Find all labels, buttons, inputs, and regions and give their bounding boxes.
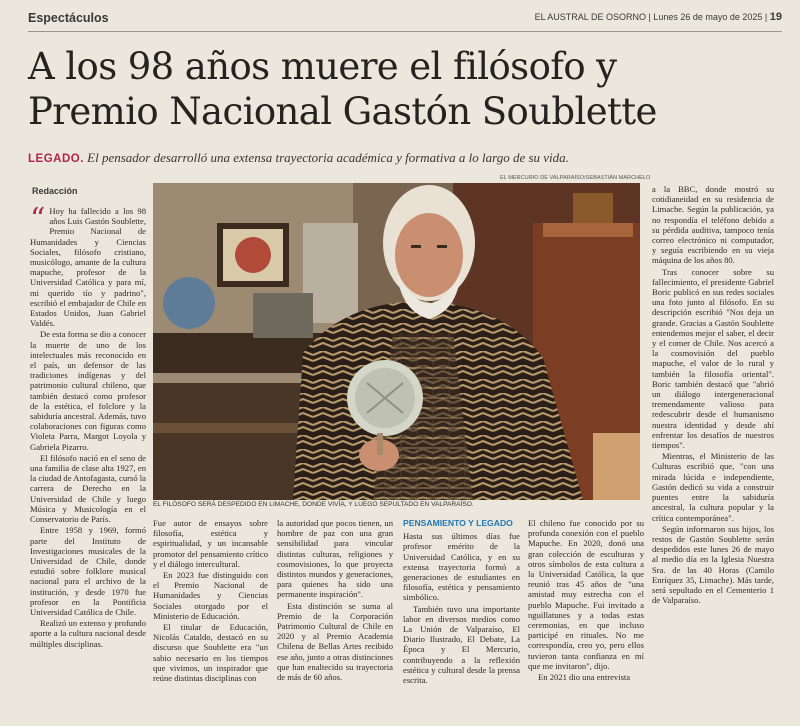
portrait-illustration: [153, 183, 640, 500]
headline-line-1: A los 98 años muere el filósofo y: [28, 45, 617, 88]
paragraph: Hoy ha fallecido a los 98 años Luis Gastón Soublette, Premio Nacional de Humanidades y Ciencias Sociales, filósofo cristiano, musicólogo, amante de la cultura mapuche, profesor de la Universidad Católica y para mí, mi querido tío y padrino", escribió el embajador de Chile en Estados Unidos, Juan Gabriel Valdés.: [30, 206, 146, 329]
paragraph: Esta distinción se suma al Premio de la Corporación Patrimonio Cultural de Chile en 2020 y al Premio Academia Chilena de Bellas Artes recibido ese año, junto a otras distinciones que han enaltecido su trayectoria de más de 60 años.: [277, 600, 393, 683]
paragraph: la autoridad que pocos tienen, un hombre de paz con una gran sensibilidad para vincular distintas culturas, religiones y cosmovisiones, lo que proyecta distintos mundos y generaciones, para quienes ha sido una permanente inspiración".: [277, 518, 393, 600]
column-1: [30, 206, 146, 722]
paragraph: Mientras, el Ministerio de las Culturas escribió que, "con una mirada lúcida e independiente, Gastón dedicó su vida a construir puentes entre la sabiduría ancestral, la cultura popular y la crítica contemporánea".: [652, 451, 774, 523]
paragraph: En 2021 dio una entrevista: [538, 672, 631, 683]
column-3: [277, 518, 393, 722]
paragraph: El filósofo nació en el seno de una familia de clase alta 1927, en la ciudad de Antofagasta, cursó la carrera de Derecho en la Universidad de Chile y luego Música y Musicología en el Conservatorio de París.: [30, 452, 146, 525]
page-header: [28, 8, 782, 32]
paragraph: Realizó un extenso y profundo aporte a la cultura nacional desde múltiples disciplinas.: [30, 618, 146, 649]
photo-caption: EL FILÓSOFO SERÁ DESPEDIDO EN LIMACHE, DONDE VIVÍA, Y LUEGO SEPULTADO EN VALPARAÍSO.: [153, 501, 474, 508]
masthead: [535, 11, 782, 23]
paragraph: El chileno fue conocido por su profunda conexión con el pueblo Mapuche. En 2020, donó una gran colección de esculturas y otros símbolos de esta cultura a la Universidad Católica, la que reunió tras 45 años de "una amistad muy estrecha con el pueblo Mapuche. Fui invitado a nguillatunes y a todas estas ceremonias, en que incluso participé en rituales. No me correspondía, creo yo, pero ellos tuvieron tanta confianza en mí que me invitaron", dijo.: [528, 518, 644, 671]
paragraph: Según informaron sus hijos, los restos de Gastón Soublette serán despedidos este lunes 26 de mayo al medio día en la Iglesia Nuestra Sra. de las 40 Horas (Camilo Enríquez 35, Limache). Más tarde, será sepultado en el Cementerio 1 de Valparaíso.: [652, 523, 774, 606]
column-4: [403, 518, 520, 722]
paragraph: Entre 1958 y 1969, formó parte del Instituto de Investigaciones musicales de la Universidad de Chile, donde estudió sobre folklore musical nacional para el archivo de la institución, y desde 1970 fue profesor en la Pontificia Universidad Católica de Chile.: [30, 525, 146, 617]
masthead-text: EL AUSTRAL DE OSORNO | Lunes 26 de mayo de 2025 |: [534, 12, 768, 22]
headline: [28, 44, 788, 134]
portrait-photo: [153, 183, 640, 500]
kicker: LEGADO.: [28, 153, 84, 165]
paragraph: También tuvo una importante labor en diversos medios como La Unión de Valparaíso, El Diario Ilustrado, El Debate, La Época y El Mercurio, contribuyendo a la reflexión estética y cultural desde la prensa escrita.: [403, 603, 520, 686]
column-2: [153, 518, 268, 722]
page-number: 19: [769, 11, 782, 23]
paragraph: En 2023 fue distinguido con el Premio Nacional de Humanidades y Ciencias Sociales otorgado por el Ministerio de Educación.: [153, 570, 268, 621]
lede-text: El pensador desarrolló una extensa trayectoria académica y formativa a lo largo de su vida.: [87, 150, 569, 165]
byline: Redacción: [32, 186, 78, 196]
paragraph: Tras conocer sobre su fallecimiento, el presidente Gabriel Boric publicó en sus redes sociales una foto junto al filósofo. En su descripción escribió "Nos deja un grande. Gracias a Gastón Soublette entendemos mejor el saber, el decir y el comer de Chile. Nos acercó a la cosmovisión del pueblo mapuche, el valor de lo rural y también la filosofía oriental". Boric también destacó que "abrió un diálogo intergeneracional tremendamente valioso para redescubrir desde el humanismo nuestra identidad y desde ahí enfrentar los desafíos de nuestros tiempos".: [652, 266, 774, 451]
column-6: [652, 184, 774, 722]
photo-credit: EL MERCURIO DE VALPARAÍSO/SEBASTIÁN MARCHELO: [500, 175, 651, 181]
opening-quote-icon: “: [30, 206, 46, 237]
column-5: [528, 518, 644, 722]
paragraph: a la BBC, donde mostró su cotidianeidad en su residencia de Limache. Según la publicación, ya no respondía el teléfono debido a su pérdida auditiva, tampoco tenía correo electrónico ni computador, y seguía escribiendo en su vieja máquina de los años 80.: [652, 184, 774, 266]
paragraph: Fue autor de ensayos sobre filosofía, estética y espiritualidad, y un incansable promotor del pensamiento crítico y el diálogo intercultural.: [153, 518, 268, 569]
paragraph: El titular de Educación, Nicolás Cataldo, destacó en su discurso que Soublette era "un sabio necesario en los tiempos que vivimos, un inspirador que reúne distintas disciplinas con: [153, 622, 268, 684]
headline-line-2: Premio Nacional Gastón Soublette: [28, 90, 657, 133]
section-name: Espectáculos: [28, 11, 109, 25]
paragraph: Hasta sus últimos días fue profesor emérito de la Universidad Católica, y en su extensa trayectoria formó a generaciones de estudiantes en filosofía, estética y pensamiento simbólico.: [403, 531, 520, 603]
lede: [28, 150, 569, 166]
section-subhead: PENSAMIENTO Y LEGADO: [403, 518, 513, 528]
paragraph: De esta forma se dio a conocer la muerte de uno de los intelectuales más reconocido en el país, un defensor de las tradiciones indígenas y del patrimonio cultural chileno, que también destacó como profesor de la estética, el folclore y la sabiduría ancestral. Además, tuvo colaboraciones con figuras como Violeta Parra, Margot Loyola y Gabriela Pizarro.: [30, 329, 146, 452]
